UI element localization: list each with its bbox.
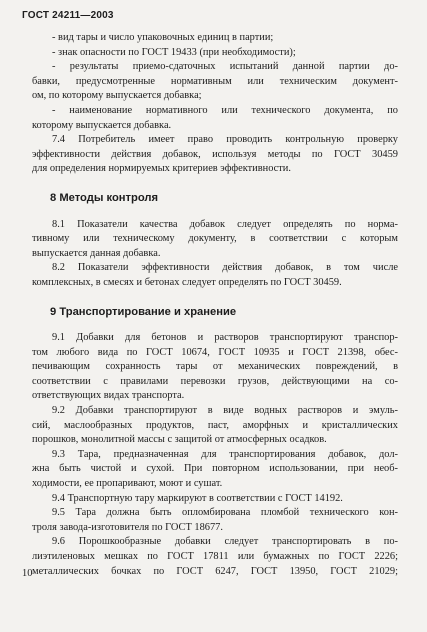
section-9-body [32,331,398,579]
text-line: 7.4 Потребитель имеет право проводить контрольную проверку [52,134,398,146]
text-line: жна быть чистой и сухой. При повторном использовании, при необ- [32,463,398,475]
text-line: печивающим сохранность тары от механических повреждений, в [32,361,398,373]
text-line: эффективности действия добавок, используя методы по ГОСТ 30459 [32,148,398,160]
text-line: порошков, монолитной массы с защитой от атмосферных осадков. [32,434,327,446]
text-line: троля завода-изготовителя по ГОСТ 18677. [32,521,223,533]
text-line: 9.2 Добавки транспортируют в виде водных растворов и эмуль- [52,405,398,417]
text-line: соответствии с правилами перевозки грузов, действующими на со- [32,375,398,387]
page-number: 10 [22,568,33,579]
text-line: ом, по которому выпускается добавка; [32,90,202,102]
text-line: 9.1 Добавки для бетонов и растворов транспортируют транспор- [52,332,398,344]
section-9-title: 9 Транспортирование и хранение [50,305,237,318]
section-8-body [32,218,398,291]
text-line: 8.2 Показатели эффективности действия добавок, в том числе [52,262,398,274]
text-line: - знак опасности по ГОСТ 19433 (при необходимости); [52,46,296,58]
text-line: 9.3 Тара, предназначенная для транспортирования добавок, дол- [52,448,398,460]
text-line: металлических бочках по ГОСТ 6247, ГОСТ 13950, ГОСТ 21029; [32,565,398,577]
text-line: выпускается данная добавка. [32,247,161,259]
text-line: - результаты приемо-сдаточных испытаний данной партии до- [52,61,398,73]
text-line: - наименование нормативного или технического документа, по [52,104,398,116]
text-line: сий, маслообразных продуктов, паст, аморфных и кристаллических [32,419,398,431]
section-8-title: 8 Методы контроля [50,191,159,204]
text-line: том любого вида по ГОСТ 10674, ГОСТ 10935 и ГОСТ 21398, обес- [32,346,398,358]
text-line: лиэтиленовых мешках по ГОСТ 17811 или бумажных по ГОСТ 2226; [32,551,398,562]
text-line: для определения нормируемых критериев эффективности. [32,163,291,175]
page-body [32,31,398,579]
text-line: ответствующих видах транспорта. [32,390,185,402]
text-line: 9.5 Тара должна быть опломбирована пломбой технического кон- [52,507,398,519]
document-code-header: ГОСТ 24211—2003 [22,10,114,21]
text-line: ходимости, ее пропаривают, моют и сушат. [32,478,223,490]
text-line: которому выпускается добавка. [32,119,172,131]
text-line: 9.6 Порошкообразные добавки следует транспортировать в по- [52,536,398,548]
intro-block [32,31,398,177]
text-line: 9.4 Транспортную тару маркируют в соответствии с ГОСТ 14192. [52,492,343,504]
text-line: комплексных, в смесях и бетонах следует определять по ГОСТ 30459. [32,276,342,288]
text-line: тивному или техническому документу, в соответствии с которым [32,233,398,245]
text-line: бавки, предусмотренные нормативным или техническим документ- [32,75,398,87]
text-line: - вид тары и число упаковочных единиц в партии; [52,32,274,43]
text-line: 8.1 Показатели качества добавок следует определять по норма- [52,218,398,230]
